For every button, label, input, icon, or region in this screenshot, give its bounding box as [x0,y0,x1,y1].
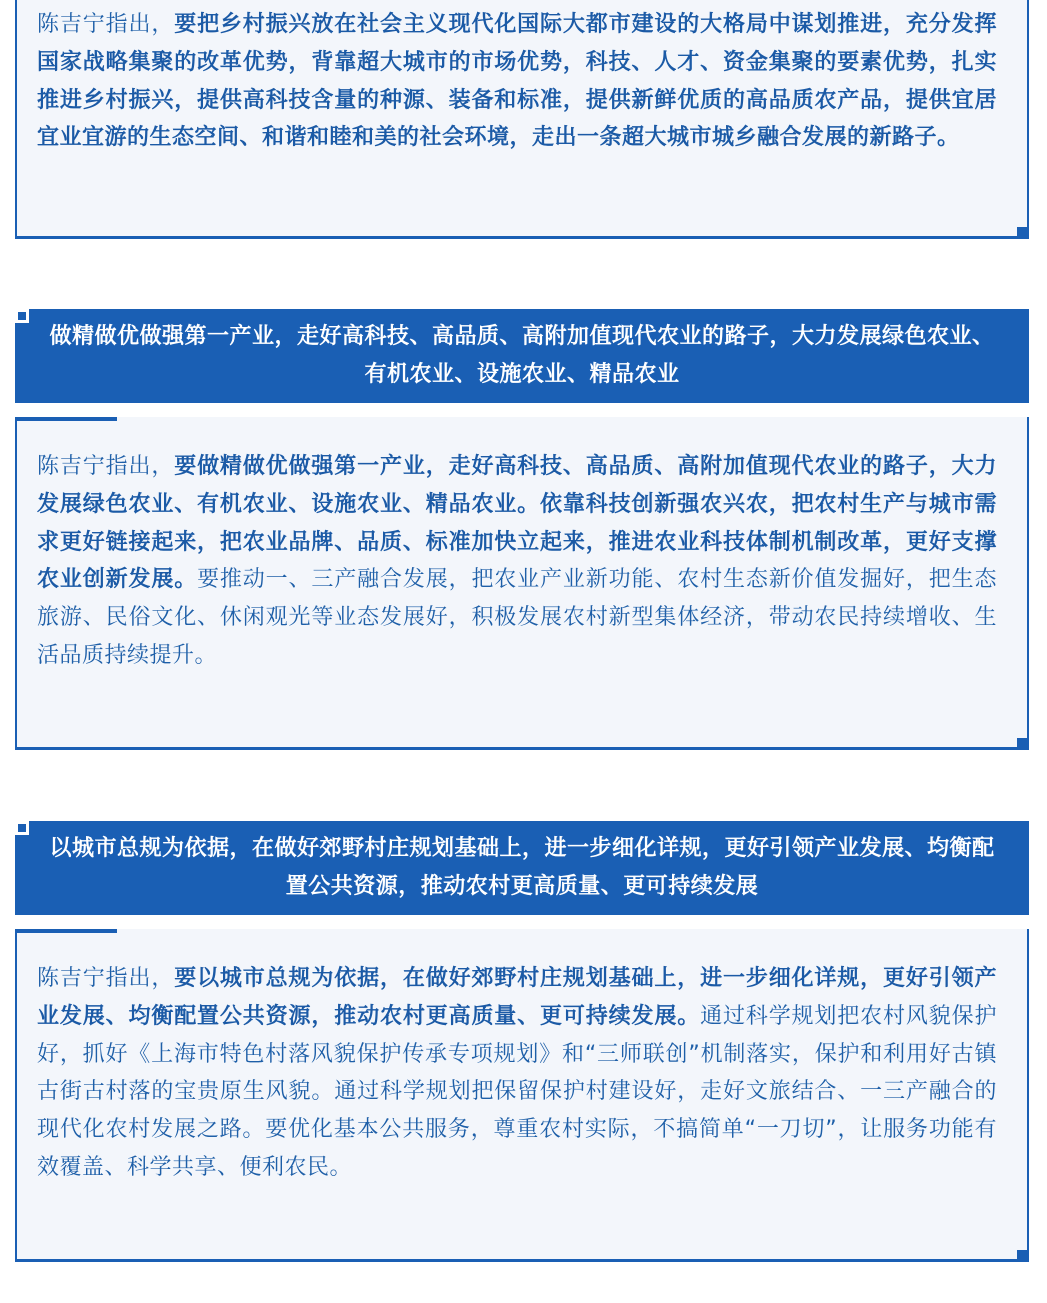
top-accent-line [17,417,117,421]
corner-notch [15,821,29,835]
paragraph-2-prefix: 陈吉宁指出， [37,454,175,479]
paragraph-3-rest: 通过科学规划把农村风貌保护好，抓好《上海市特色村落风貌保护传承专项规划》和“三师联创”机制落实，保护和利用好古镇古街古村落的宝贵原生风貌。通过科学规划把保留保护村建设好，走好文旅结合、一三产融合的现代化农村发展之路。要优化基本公共服务，尊重农村实际，不搞简单“一刀切”，让服务功能有效覆盖、科学共享、便利农民。 [37,1003,997,1180]
top-accent-line [17,929,117,933]
section-2-title: 做精做优做强第一产业，走好高科技、高品质、高附加值现代农业的路子，大力发展绿色农业、有机农业、设施农业、精品农业 [49,324,995,387]
corner-square [1017,738,1029,750]
corner-square [1017,1250,1029,1262]
paragraph-1-bold: 要把乡村振兴放在社会主义现代化国际大都市建设的大格局中谋划推进，充分发挥国家战略集聚的改革优势，背靠超大城市的市场优势，科技、人才、资金集聚的要素优势，扎实推进乡村振兴，提供高科技含量的种源、装备和标准，提供新鲜优质的高品质农产品，提供宜居宜业宜游的生态空间、和谐和睦和美的社会环境，走出一条超大城市城乡融合发展的新路子。 [37,12,997,151]
corner-notch [15,309,29,323]
paragraph-3-bold: 要以城市总规为依据，在做好郊野村庄规划基础上，进一步细化详规，更好引领产业发展、均衡配置公共资源，推动农村更高质量、更可持续发展。 [37,966,997,1029]
content-box-2 [15,417,1029,750]
section-2-banner [15,309,1029,403]
section-3-banner [15,821,1029,915]
paragraph-2-bold: 要做精做优做强第一产业，走好高科技、高品质、高附加值现代农业的路子，大力发展绿色农业、有机农业、设施农业、精品农业。依靠科技创新强农兴农，把农村生产与城市需求更好链接起来，把农业品牌、品质、标准加快立起来，推进农业科技体制机制改革，更好支撑农业创新发展。 [37,454,997,593]
paragraph-2-rest: 要推动一、三产融合发展，把农业产业新功能、农村生态新价值发掘好，把生态旅游、民俗文化、休闲观光等业态发展好，积极发展农村新型集体经济，带动农民持续增收、生活品质持续提升。 [37,567,997,668]
paragraph-2 [37,448,997,675]
content-box-1 [15,0,1029,239]
content-box-3 [15,929,1029,1262]
paragraph-3 [37,960,997,1187]
section-3-title: 以城市总规为依据，在做好郊野村庄规划基础上，进一步细化详规，更好引领产业发展、均衡配置公共资源，推动农村更高质量、更可持续发展 [49,836,995,899]
paragraph-1 [37,6,997,157]
paragraph-3-prefix: 陈吉宁指出， [37,966,175,991]
paragraph-1-prefix: 陈吉宁指出， [37,12,175,37]
corner-square [1017,227,1029,239]
